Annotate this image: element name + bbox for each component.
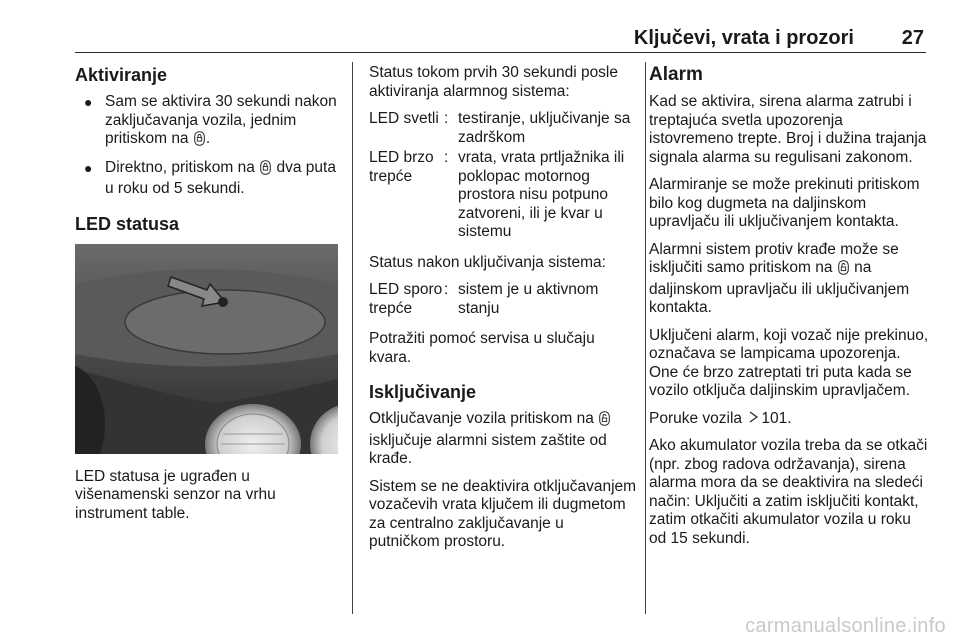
alarm-text-4: Uključeni alarm, koji vozač nije prekinuo, označava se lampicama upozorenja. One će brzo zatreptati tri puta kada se vozilo otključa daljinskim upravljačem. [649,326,929,399]
bullet-icon: ● [84,159,93,176]
unlock-key-icon [838,260,849,281]
page-reference-link[interactable]: 101 [761,409,788,427]
table-row: LED sporo trepće : sistem je u aktivnom stanju [369,281,599,317]
table-row: LED svetli : testiranje, uključivanje sa zadrškom [369,110,631,146]
service-note: Potražiti pomoć servisa u slučaju kvara. [369,330,595,366]
heading-deactivation: Isključivanje [369,382,477,402]
dashboard-led-sensor-photo [75,244,338,454]
column-middle [369,64,637,561]
alarm-text-1: Kad se aktivira, sirena alarma zatrubi i treptajuća svetla upozorenja istovremeno trepte. Broj i dužina trajanja signala alarma su regulisani zakonom. [649,93,927,166]
heading-alarm: Alarm [649,64,703,85]
deactivation-text-1: Otključavanje vozila pritiskom na isključuje alarmni sistem zaštite od krađe. [369,410,637,469]
alarm-text-2: Alarmiranje se može prekinuti pritiskom bilo kog dugmeta na daljinskom upravljaču ili uključivanjem kontakta. [649,176,920,230]
alarm-text-3: Alarmni sistem protiv krađe može se isključiti samo pritiskom na na daljinskom upravljaču ili uključivanjem kontakta. [649,240,910,316]
column-divider [352,62,353,614]
unlock-key-icon [599,411,610,432]
page-number: 27 [901,27,924,49]
column-divider [645,62,646,614]
heading-led-status: LED statusa [75,213,180,234]
table-row: LED brzo trepće : vrata, vrata prtljažnika ili poklopac motornog prostora nisu potpuno zatvoreni, ili je kvar u sistemu [369,149,625,240]
alarm-text-6: Ako akumulator vozila treba da se otkači (npr. zbog radova održavanja), sirena alarma mora da se deaktivira na sledeći način: Uključiti a zatim isključiti kontakt, zatim otkačiti akumulator vozila u roku od 15 sekundi. [649,437,928,547]
status-table-after [369,281,637,318]
activation-list [75,93,343,199]
page-reference-arrow-icon [749,410,758,429]
lock-key-icon [260,160,271,181]
watermark: carmanualsonline.info [745,615,946,637]
bullet-icon: ● [84,94,93,110]
heading-activation: Aktiviranje [75,65,168,85]
deactivation-text-2: Sistem se ne deaktivira otključavanjem vozačevih vrata ključem ili dugmetom za centralno zaključavanje u putničkom prostoru. [369,477,637,550]
photo-caption: LED statusa je ugrađen u višenamenski senzor na vrhu instrument table. [75,467,276,522]
status-table-first [369,110,637,242]
status-after-intro: Status nakon uključivanja sistema: [369,253,606,271]
section-title: Ključevi, vrata i prozori [633,27,854,49]
list-item: ● Direktno, pritiskom na dva puta u roku od 5 sekundi. [84,158,336,197]
list-item: ● Sam se aktivira 30 sekundi nakon zaključavanja vozila, jednim pritiskom na . [75,93,343,152]
status-intro: Status tokom prvih 30 sekundi posle aktiviranja alarmnog sistema: [369,64,618,100]
column-right [649,64,929,557]
alarm-text-5: Poruke vozila 101. [649,409,792,427]
page-header [75,24,926,53]
column-left [75,64,343,532]
lock-key-icon [194,131,205,152]
